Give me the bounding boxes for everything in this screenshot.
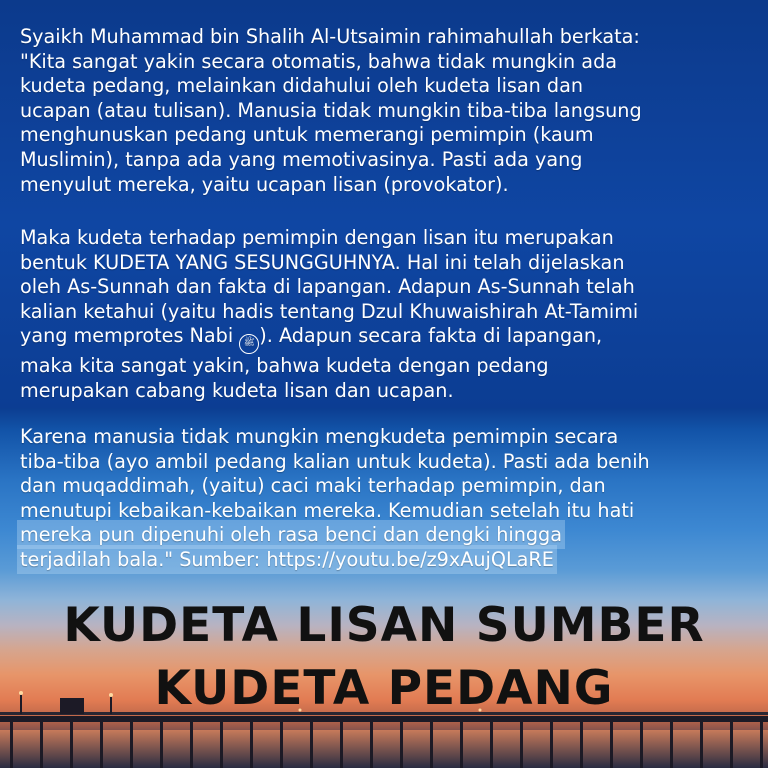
paragraph-3 [20, 425, 748, 573]
text-line: menghunuskan pedang untuk memerangi pemimpin (kaum [20, 123, 594, 147]
text-segment: yang memprotes Nabi [20, 324, 240, 348]
text-line: kudeta pedang, melainkan didahului oleh kudeta lisan dan [20, 74, 584, 98]
text-line: maka kita sangat yakin, bahwa kudeta dengan pedang [20, 354, 549, 378]
text-line-with-salawat [20, 324, 748, 354]
text-line: oleh As-Sunnah dan fakta di lapangan. Adapun As-Sunnah telah [20, 275, 635, 299]
text-line: Maka kudeta terhadap pemimpin dengan lisan itu merupakan [20, 226, 614, 249]
headline-line-2: KUDETA PEDANG [154, 661, 614, 716]
text-line [20, 548, 748, 573]
text-line: kalian ketahui (yaitu hadis tentang Dzul Khuwaishirah At-Tamimi [20, 299, 639, 323]
text-line: Karena manusia tidak mungkin mengkudeta pemimpin secara [20, 425, 619, 448]
text-line: merupakan cabang kudeta lisan dan ucapan. [20, 378, 454, 402]
text-line: bentuk KUDETA YANG SESUNGGUHNYA. Hal ini telah dijelaskan [20, 250, 625, 274]
text-line: dan muqaddimah, (yaitu) caci maki terhadap pemimpin, dan [20, 474, 606, 498]
text-line: Syaikh Muhammad bin Shalih Al-Utsaimin rahimahullah berkata: [20, 25, 640, 48]
salawat-glyph-icon: ﷺ [239, 334, 259, 354]
text-line: menutupi kebaikan-kebaikan mereka. Kemudian setelah itu hati [20, 498, 635, 522]
text-line: Muslimin), tanpa ada yang memotivasinya. Pasti ada yang [20, 147, 583, 171]
text-segment: ). Adapun secara fakta di lapangan, [259, 324, 603, 348]
headline-line-1: KUDETA LISAN SUMBER [63, 598, 705, 653]
paragraph-1 [20, 25, 748, 197]
text-line: ucapan (atau tulisan). Manusia tidak mungkin tiba-tiba langsung [20, 98, 642, 122]
source-link-text[interactable]: terjadilah bala." Sumber: https://youtu.be/z9xAujQLaRE [20, 547, 554, 571]
paragraph-2 [20, 226, 748, 404]
highlighted-text: mereka pun dipenuhi oleh rasa benci dan dengki hingga [20, 523, 562, 547]
text-line: menyulut mereka, yaitu ucapan lisan (provokator). [20, 172, 509, 196]
text-line: "Kita sangat yakin secara otomatis, bahwa tidak mungkin ada [20, 49, 618, 73]
text-line: tiba-tiba (ayo ambil pedang kalian untuk kudeta). Pasti ada benih [20, 449, 650, 473]
text-line [20, 523, 748, 548]
